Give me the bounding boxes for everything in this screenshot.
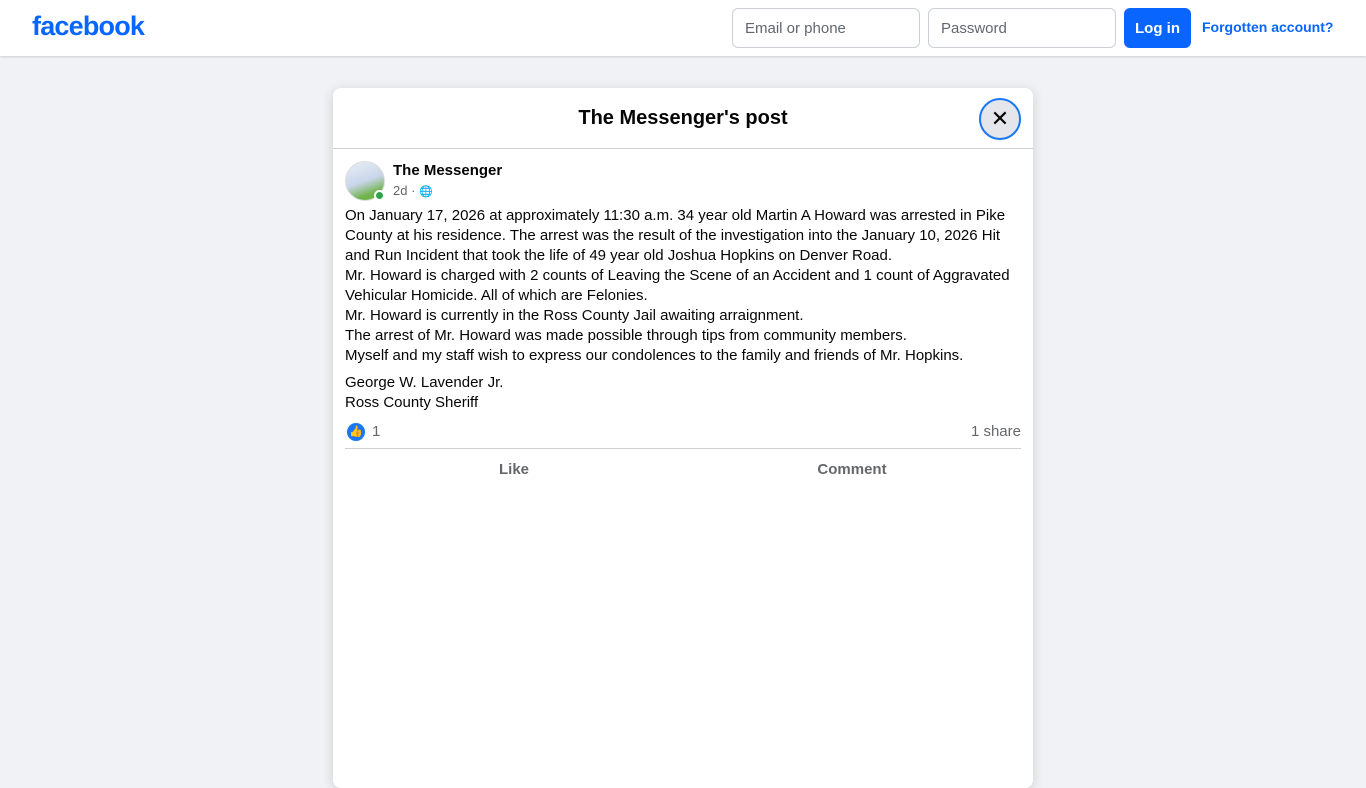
- post-paragraph: Mr. Howard is currently in the Ross County Jail awaiting arraignment.: [345, 307, 804, 324]
- post-text: [345, 206, 1025, 413]
- signature-name: George W. Lavender Jr.: [345, 374, 504, 391]
- post-time[interactable]: 2d: [393, 183, 408, 198]
- post-meta: [393, 183, 433, 198]
- post-paragraph: On January 17, 2026 at approximately 11:30 a.m. 34 year old Martin A Howard was arrested in Pike County at his residence. The arrest was the result of the investigation into the January 10, 2026 Hit and Run Incident that took the life of 49 year old Joshua Hopkins on Denver Road.: [345, 207, 1006, 264]
- post-stats: [345, 421, 1021, 449]
- signature-title: Ross County Sheriff: [345, 394, 479, 411]
- online-status-icon: [374, 190, 385, 201]
- separator: ·: [411, 183, 416, 198]
- facebook-logo[interactable]: facebook: [32, 11, 145, 41]
- author-name[interactable]: The Messenger: [393, 162, 503, 179]
- post-paragraph: The arrest of Mr. Howard was made possible through tips from community members.: [345, 327, 907, 344]
- like-count[interactable]: 1: [372, 423, 381, 440]
- comment-button[interactable]: Comment: [817, 461, 887, 478]
- password-input[interactable]: [928, 8, 1116, 48]
- like-reaction-icon[interactable]: 👍: [347, 423, 365, 441]
- post-actions: [345, 452, 1021, 488]
- post-paragraph: Myself and my staff wish to express our condolences to the family and friends of Mr. Hopkins.: [345, 347, 964, 364]
- email-input[interactable]: [732, 8, 920, 48]
- globe-icon: 🌐: [419, 186, 433, 198]
- forgot-account-link[interactable]: Forgotten account?: [1202, 19, 1334, 35]
- like-button[interactable]: Like: [498, 461, 529, 478]
- share-count[interactable]: 1 share: [970, 423, 1021, 440]
- top-bar: [0, 0, 1366, 56]
- dialog-title: The Messenger's post: [333, 88, 1033, 149]
- post-paragraph: Mr. Howard is charged with 2 counts of Leaving the Scene of an Accident and 1 count of Aggravated Vehicular Homicide. All of which are Felonies.: [345, 267, 1010, 304]
- close-icon[interactable]: ✕: [979, 98, 1021, 140]
- post-dialog: [333, 88, 1033, 788]
- login-button[interactable]: Log in: [1124, 8, 1191, 48]
